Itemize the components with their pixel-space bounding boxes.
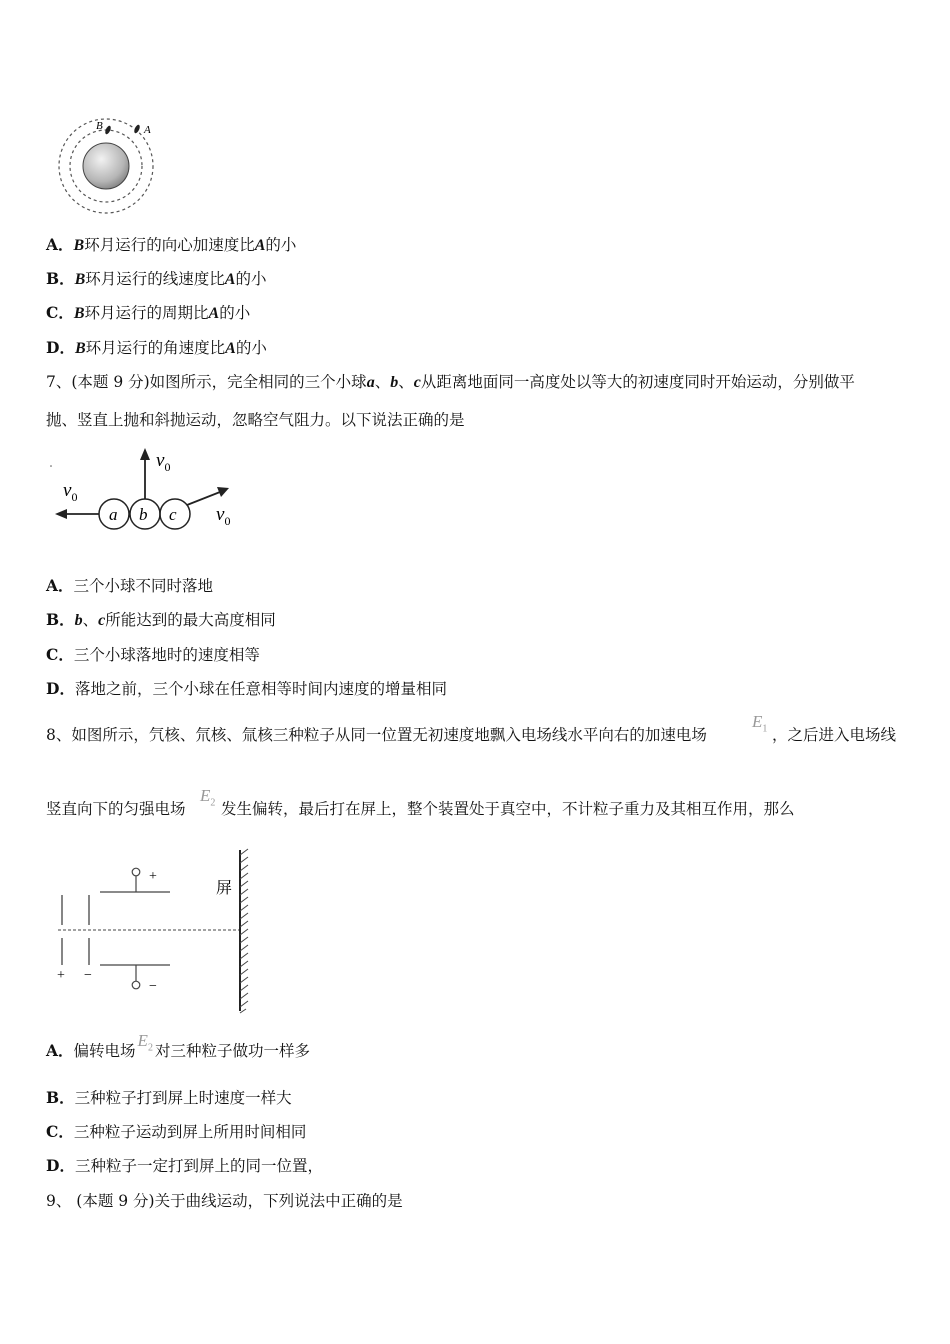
label-b: B [96,120,103,132]
moon [83,143,129,189]
q9-stem: 9、 (本题 9 分)关于曲线运动，下列说法中正确的是 [46,1192,403,1210]
q7-option-a[interactable]: A．三个小球不同时落地 [46,576,214,595]
acc-minus: − [84,968,92,983]
e1-symbol: $E_1$ [752,712,768,735]
q6-option-d[interactable]: D．B环月运行的角速度比A的小 [46,338,267,357]
q6-option-c[interactable]: C．B环月运行的周期比A的小 [46,303,251,322]
ball-c-label: c [169,505,177,524]
label-a: A [144,124,151,136]
ball-a-label: a [109,505,118,524]
orbit-figure [52,112,162,222]
q7-option-c[interactable]: C．三个小球落地时的速度相等 [46,645,260,664]
screen-label: 屏 [216,880,233,897]
q6-option-b[interactable]: B．B环月运行的线速度比A的小 [46,269,267,288]
field-figure [52,845,257,1015]
q8-option-d[interactable]: D．三种粒子一定打到屏上的同一位置， [46,1156,323,1175]
plate-plus: + [149,869,157,884]
q8-option-a[interactable]: A．偏转电场$E_2$ 对三种粒子做功一样多 [46,1031,310,1060]
q6-option-a[interactable]: A．B环月运行的向心加速度比A的小 [46,235,297,254]
q7-option-d[interactable]: D．落地之前，三个小球在任意相等时间内速度的增量相同 [46,679,447,698]
q8-stem-line2-pre: 竖直向下的匀强电场 [46,800,186,818]
q8-option-b[interactable]: B．三种粒子打到屏上时速度一样大 [46,1088,292,1107]
v0-up-label: $v_0$ [156,450,171,474]
plate-minus: − [149,979,157,994]
q7-option-b[interactable]: B．b、c所能达到的最大高度相同 [46,610,276,629]
v0-left-label: $v_0$ [63,480,78,504]
q8-stem-line1: 8、如图所示，氕核、氘核、氚核三种粒子从同一位置无初速度地飘入电场线水平向右的加速电场 [46,726,707,744]
q8-stem-line2-tail: 发生偏转，最后打在屏上，整个装置处于真空中，不计粒子重力及其相互作用，那么 [221,800,795,818]
v0-right-label: $v_0$ [216,504,231,528]
e2-symbol: $E_2$ [200,786,216,809]
e2-option-symbol: $E_2$ [137,1031,153,1054]
balls-figure [48,444,248,539]
ball-b-label: b [139,505,148,524]
acc-plus: + [57,968,65,983]
q7-stem-line2: 抛、竖直上抛和斜抛运动，忽略空气阻力。以下说法正确的是 [46,411,465,429]
q8-stem-line1-tail: ，之后进入电场线 [772,726,897,744]
q7-stem-line1: 7、(本题 9 分)如图所示，完全相同的三个小球a、b、c从距离地面同一高度处以等大的初速度同时开始运动，分别做平 [46,373,855,391]
q8-option-c[interactable]: C．三种粒子运动到屏上所用时间相同 [46,1122,307,1141]
